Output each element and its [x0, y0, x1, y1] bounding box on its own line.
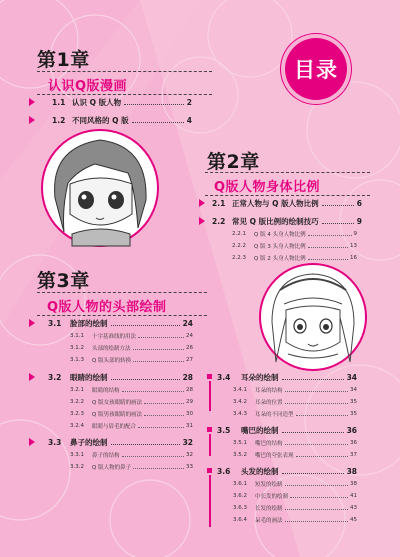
toc-sub-2-2-3[interactable]: 2.2.3 Q 版 2 头身人物比例 16	[232, 255, 357, 262]
bullet-icon	[29, 116, 35, 124]
toc-entry-1-2[interactable]: 1.2 不同风格的 Q 版 4	[52, 116, 192, 125]
bullet-icon	[29, 373, 35, 381]
toc-sub-3-6-2[interactable]: 3.6.2 中长发的绘制 41	[233, 493, 357, 500]
toc-sub-3-4-1[interactable]: 3.4.1 耳朵的结构 34	[233, 387, 357, 394]
toc-sub-3-6-1[interactable]: 3.6.1 短发的绘制 38	[233, 481, 357, 488]
girl-portrait-illustration	[40, 128, 160, 248]
chapter-2-divider	[205, 172, 370, 173]
toc-entry-3-6[interactable]: 3.6 头发的绘制 38	[217, 467, 357, 476]
toc-sub-2-2-2[interactable]: 2.2.2 Q 版 3 头身人物比例 13	[232, 243, 357, 250]
toc-sub-3-5-1[interactable]: 3.5.1 嘴巴的结构 36	[233, 440, 357, 447]
toc-entry-1-1[interactable]: 1.1 认识 Q 版人物 2	[52, 98, 192, 107]
square-bullet-icon	[207, 427, 212, 432]
toc-sub-3-3-2[interactable]: 3.3.2 Q 版人物的鼻子 33	[70, 464, 193, 471]
toc-sub-3-1-3[interactable]: 3.1.3 Q 版头部的转换 27	[70, 357, 193, 364]
toc-sub-3-1-1[interactable]: 3.1.1 十字基准线的用法 24	[70, 333, 193, 340]
toc-sub-3-2-3[interactable]: 3.2.3 Q 版男孩眼睛的画法 30	[70, 411, 193, 418]
chapter-1-heading: 第1章	[37, 49, 90, 71]
bullet-line	[209, 434, 211, 456]
toc-entry-3-1[interactable]: 3.1 脸部的绘制 24	[48, 319, 193, 328]
toc-sub-3-2-2[interactable]: 3.2.2 Q 版女孩眼睛的画法 29	[70, 399, 193, 406]
bullet-icon	[29, 438, 35, 446]
toc-sub-3-3-1[interactable]: 3.3.1 鼻子的结构 32	[70, 452, 193, 459]
toc-sub-3-6-4[interactable]: 3.6.4 呆毛的画法 45	[233, 517, 357, 524]
toc-sub-3-6-3[interactable]: 3.6.3 长发的绘制 43	[233, 505, 357, 512]
toc-entry-3-2[interactable]: 3.2 眼睛的绘制 28	[48, 373, 193, 382]
chapter-3-subtitle: Q版人物的头部绘制	[47, 300, 167, 315]
toc-entry-3-4[interactable]: 3.4 耳朵的绘制 34	[217, 373, 357, 382]
square-bullet-icon	[207, 374, 212, 379]
toc-sub-3-2-4[interactable]: 3.2.4 眼睛与眉毛的配合 31	[70, 423, 193, 430]
chapter-2-divider-2	[205, 195, 370, 196]
bullet-icon	[199, 199, 205, 207]
toc-sub-3-1-2[interactable]: 3.1.2 头部的绘制方法 26	[70, 345, 193, 352]
toc-sub-3-4-2[interactable]: 3.4.2 耳朵的位置 35	[233, 399, 357, 406]
square-bullet-icon	[207, 468, 212, 473]
toc-entry-2-1[interactable]: 2.1 正常人物与 Q 版人物比例 6	[212, 199, 362, 208]
chapter-3-divider	[37, 292, 207, 293]
chapter-1-divider	[37, 71, 212, 72]
bullet-line	[209, 475, 211, 527]
toc-sub-3-5-2[interactable]: 3.5.2 嘴巴的夸张表现 37	[233, 452, 357, 459]
toc-sub-2-2-1[interactable]: 2.2.1 Q 版 4 头身人物比例 9	[232, 231, 357, 238]
toc-entry-2-2[interactable]: 2.2 常见 Q 版比例的绘制技巧 9	[212, 217, 362, 226]
bullet-line	[209, 381, 211, 411]
toc-badge: 目录	[285, 38, 347, 100]
chapter-2-heading: 第2章	[207, 151, 260, 173]
chapter-3-divider-2	[37, 315, 207, 316]
bullet-icon	[29, 319, 35, 327]
chapter-1-divider-2	[37, 94, 212, 95]
toc-entry-3-5[interactable]: 3.5 嘴巴的绘制 36	[217, 426, 357, 435]
chapter-3-heading: 第3章	[37, 270, 90, 292]
chapter-2-subtitle: Q版人物身体比例	[214, 180, 321, 195]
toc-sub-3-2-1[interactable]: 3.2.1 眼睛的结构 28	[70, 387, 193, 394]
chapter-1-subtitle: 认识Q版漫画	[48, 79, 128, 94]
toc-entry-3-3[interactable]: 3.3 鼻子的绘制 32	[48, 438, 193, 447]
bullet-icon	[29, 98, 35, 106]
girl-with-headband-illustration	[258, 262, 368, 372]
toc-sub-3-4-3[interactable]: 3.4.3 耳朵的不同造型 35	[233, 411, 357, 418]
bullet-icon	[199, 217, 205, 225]
